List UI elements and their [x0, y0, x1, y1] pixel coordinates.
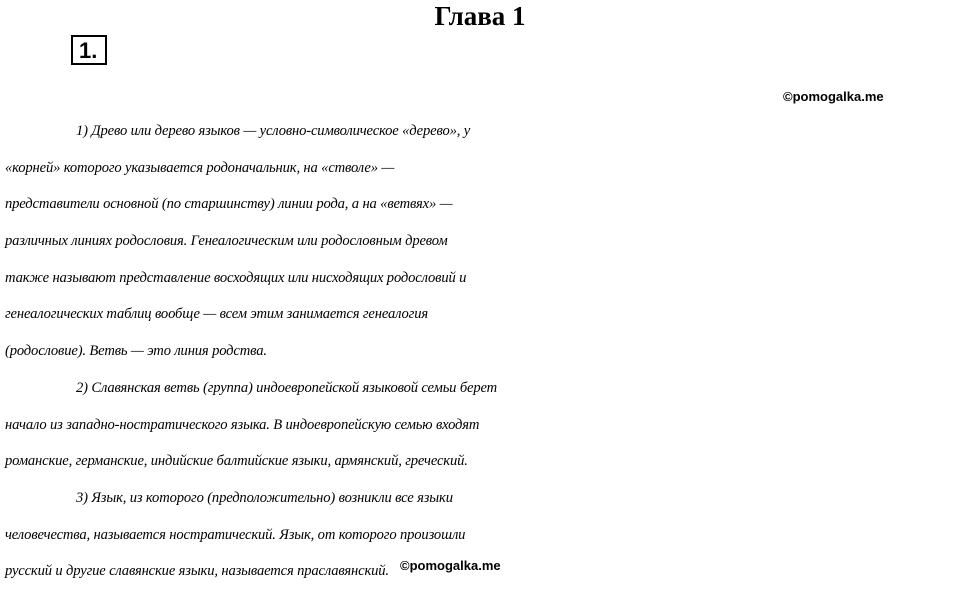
watermark-top: ©pomogalka.me [783, 89, 884, 104]
paragraph-1-line-2: «корней» которого указывается родоначальник, на «стволе» — [5, 159, 395, 176]
paragraph-1-line-4: различных линиях родословия. Генеалогическим или родословным древом [5, 233, 448, 250]
task-number-box: 1. [71, 35, 107, 65]
paragraph-1-line-6: генеалогических таблиц вообще — всем этим занимается генеалогия [5, 306, 428, 323]
paragraph-1-line-3: представители основной (по старшинству) линии рода, а на «ветвях» — [5, 196, 453, 213]
paragraph-2-line-3: романские, германские, индийские балтийские языки, армянский, греческий. [5, 453, 468, 470]
paragraph-1-line-1: 1) Древо или дерево языков — условно-символическое «дерево», у [76, 123, 471, 139]
paragraph-3-line-2: человечества, называется ностратический. Язык, от которого произошли [5, 526, 466, 543]
paragraph-1-line-5: также называют представление восходящих или нисходящих родословий и [5, 269, 467, 286]
paragraph-2-line-1: 2) Славянская ветвь (группа) индоевропейской языковой семьи берет [76, 379, 498, 396]
paragraph-2-line-2: начало из западно-ностратического языка. В индоевропейскую семью входят [5, 416, 480, 433]
paragraph-1-line-7: (родословие). Ветвь — это линия родства. [5, 343, 267, 360]
paragraph-3-line-3: русский и другие славянские языки, называется праславянский. [5, 563, 389, 580]
watermark-middle: ©pomogalka.me [400, 558, 501, 573]
paragraph-3-line-1: 3) Язык, из которого (предположительно) возникли все языки [76, 489, 453, 506]
answer-text [5, 113, 960, 590]
chapter-title: Глава 1 [434, 1, 526, 31]
